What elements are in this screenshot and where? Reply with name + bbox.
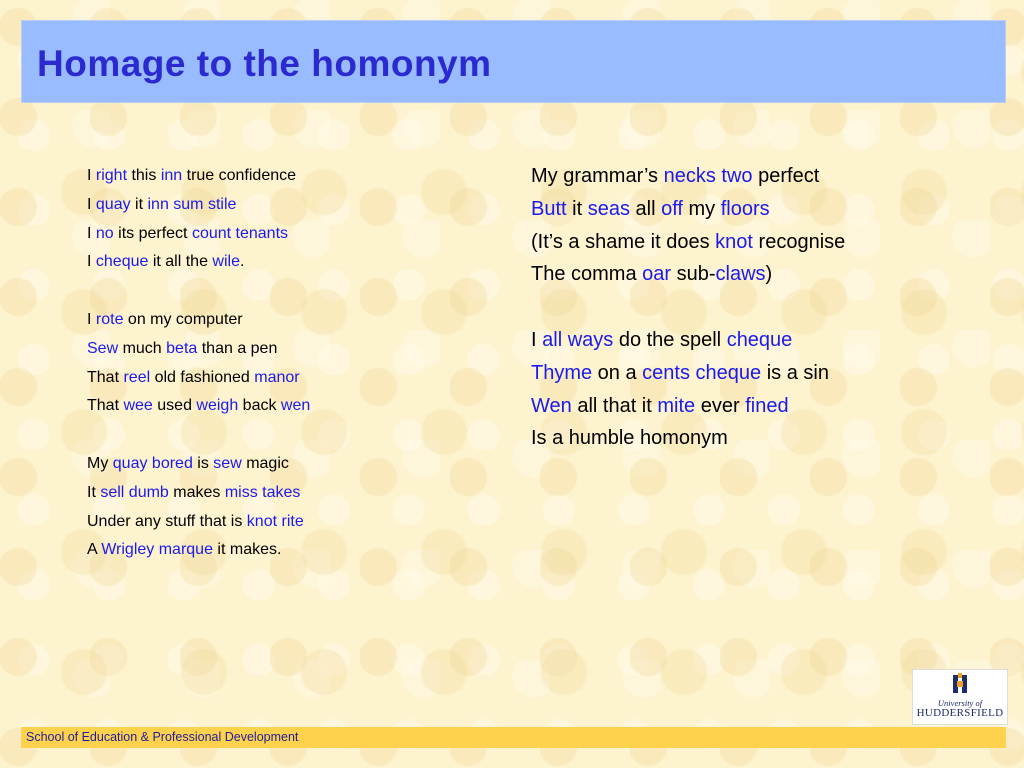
logo-university-of: University of xyxy=(937,698,983,708)
poem-text: it all the xyxy=(148,253,213,271)
homonym-word: inn sum stile xyxy=(147,195,237,213)
homonym-word: wee xyxy=(123,397,153,415)
homonym-word: cheque xyxy=(95,253,149,271)
poem-text: I xyxy=(87,310,96,328)
poem-text: ever xyxy=(695,394,746,417)
poem-line xyxy=(531,422,845,455)
poem-line xyxy=(531,160,845,193)
poem-text: all that it xyxy=(571,394,658,417)
slide-title: Homage to the homonym xyxy=(37,43,492,84)
poem-text: is xyxy=(192,454,214,472)
poem-text: on my computer xyxy=(123,310,243,328)
homonym-word: rote xyxy=(95,310,124,328)
poem-text: this xyxy=(127,167,161,184)
poem-line xyxy=(87,508,310,537)
poem-text: That xyxy=(87,368,124,386)
title-bar xyxy=(21,20,1006,103)
homonym-word: necks two xyxy=(663,165,753,187)
poem-text: old fashioned xyxy=(150,368,255,386)
poem-text: I xyxy=(87,195,96,213)
poem-line xyxy=(87,220,310,249)
poem-text: its perfect xyxy=(113,224,192,242)
homonym-word: all ways xyxy=(542,328,614,351)
homonym-word: claws xyxy=(715,263,766,286)
poem-text: used xyxy=(152,397,197,415)
poem-text: back xyxy=(238,397,281,415)
poem-text: . xyxy=(239,253,245,271)
poem-text: much xyxy=(118,339,167,357)
homonym-word: fined xyxy=(745,394,789,417)
poem-line xyxy=(531,193,845,226)
homonym-word: oar xyxy=(642,263,672,286)
homonym-word: floors xyxy=(720,197,770,220)
homonym-word: sew xyxy=(213,454,242,472)
poem-line xyxy=(87,191,310,220)
poem-line xyxy=(87,536,310,565)
homonym-word: mite xyxy=(657,394,696,417)
poem-text: I xyxy=(87,253,96,271)
homonym-word: right xyxy=(95,167,128,184)
poem-text: It xyxy=(87,483,101,501)
homonym-word: inn xyxy=(160,167,183,184)
homonym-word: weigh xyxy=(196,397,239,415)
poem-text: it makes. xyxy=(212,541,282,559)
poem-text: The comma xyxy=(531,263,643,286)
poem-text: That xyxy=(87,397,124,415)
poem-text: (It’s a shame it does xyxy=(531,230,716,253)
logo-huddersfield: HUDDERSFIELD xyxy=(916,707,1004,719)
poem-line xyxy=(87,364,310,393)
homonym-word: Sew xyxy=(87,339,119,357)
poem-text: do the spell xyxy=(613,328,727,351)
poem-text: My xyxy=(87,454,113,472)
poem-right-column xyxy=(531,160,845,455)
homonym-word: manor xyxy=(254,368,300,386)
poem-line xyxy=(531,226,845,259)
stanza-break xyxy=(531,291,845,324)
poem-text: it xyxy=(566,197,588,220)
homonym-word: beta xyxy=(166,339,198,357)
poem-line xyxy=(531,357,845,390)
poem-left-column xyxy=(87,162,310,565)
poem-text: Under any stuff that is xyxy=(87,512,247,530)
poem-line xyxy=(87,248,310,277)
homonym-word: seas xyxy=(587,197,630,220)
poem-text: Is a humble homonym xyxy=(531,427,728,450)
homonym-word: quay bored xyxy=(112,454,193,472)
footer-text: School of Education & Professional Development xyxy=(26,730,299,744)
homonym-word: count tenants xyxy=(191,224,289,242)
poem-text: on a xyxy=(592,361,643,384)
poem-line xyxy=(87,392,310,421)
homonym-word: cents cheque xyxy=(642,361,762,384)
homonym-word: knot rite xyxy=(246,512,304,530)
poem-text: My grammar’s xyxy=(531,165,664,187)
poem-text: A xyxy=(87,541,102,559)
poem-text: all xyxy=(629,197,662,220)
poem-line xyxy=(87,306,310,335)
homonym-word: cheque xyxy=(726,328,793,351)
poem-line xyxy=(531,390,845,423)
poem-line xyxy=(87,335,310,364)
homonym-word: Wen xyxy=(531,394,572,417)
poem-line xyxy=(531,258,845,291)
homonym-word: knot xyxy=(715,230,753,253)
poem-text: true confidence xyxy=(182,167,297,184)
poem-text: ) xyxy=(765,263,773,286)
homonym-word: wen xyxy=(280,397,311,415)
homonym-word: reel xyxy=(123,368,151,386)
homonym-word: off xyxy=(661,197,683,220)
homonym-word: Wrigley marque xyxy=(101,541,213,559)
poem-line xyxy=(87,450,310,479)
poem-line xyxy=(87,479,310,508)
university-logo xyxy=(912,669,1008,725)
poem-text: I xyxy=(87,224,96,242)
homonym-word: Thyme xyxy=(531,361,593,384)
poem-text: makes xyxy=(168,483,225,501)
poem-text: is a sin xyxy=(761,361,829,384)
poem-text: perfect xyxy=(752,165,820,187)
poem-line xyxy=(531,324,845,357)
homonym-word: Butt xyxy=(531,197,567,220)
poem-line xyxy=(87,162,310,191)
poem-text: I xyxy=(87,167,96,184)
poem-text: it xyxy=(130,195,148,213)
homonym-word: no xyxy=(95,224,114,242)
university-crest-icon xyxy=(913,670,1007,698)
poem-text: than a pen xyxy=(197,339,278,357)
homonym-word: quay xyxy=(95,195,131,213)
homonym-word: wile xyxy=(212,253,240,271)
poem-text: recognise xyxy=(752,230,846,253)
poem-text: magic xyxy=(241,454,289,472)
stanza-break xyxy=(87,421,310,450)
footer-bar xyxy=(21,727,1006,748)
poem-text: my xyxy=(682,197,721,220)
homonym-word: miss takes xyxy=(224,483,301,501)
stanza-break xyxy=(87,277,310,306)
poem-text: sub- xyxy=(671,263,716,286)
poem-text: I xyxy=(531,328,543,351)
homonym-word: sell dumb xyxy=(100,483,169,501)
